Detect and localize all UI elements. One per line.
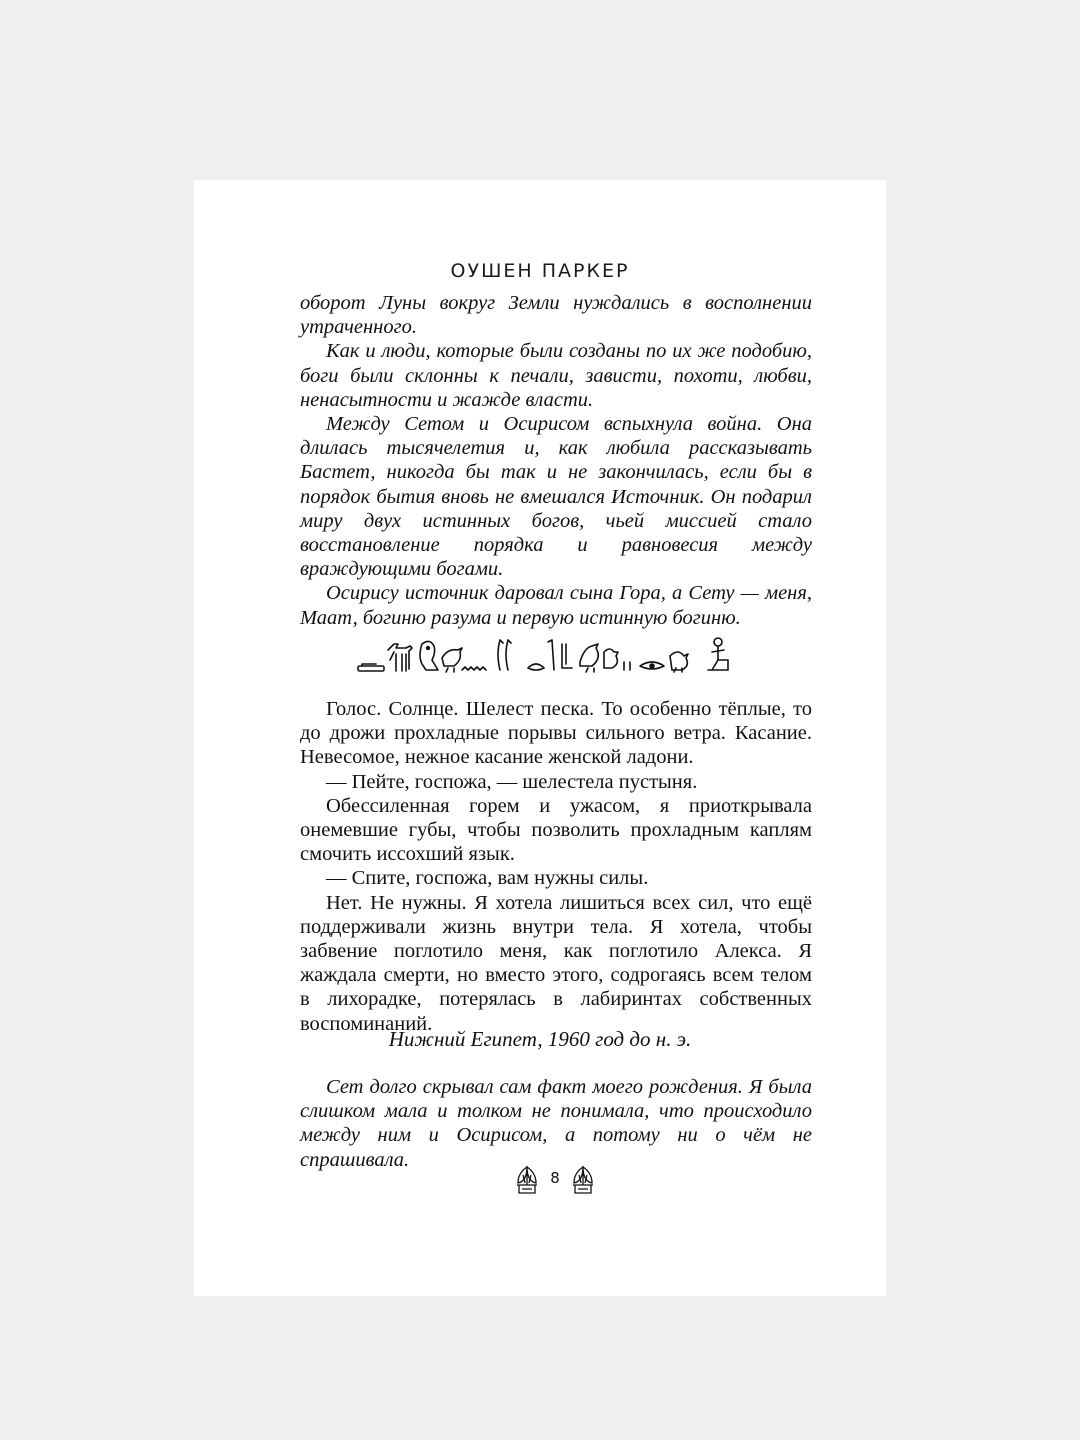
lotus-ornament-icon <box>568 1163 598 1197</box>
page-footer <box>512 1160 602 1200</box>
book-page <box>194 180 886 1296</box>
paragraph: Сет долго скрывал сам факт моего рождения. Я была слишком мала и толком не понимала, что происходило между ним и Осирисом, а потому ни о чём не спрашивала. <box>300 1076 812 1171</box>
paragraph: Между Сетом и Осирисом вспыхнула война. Она длилась тысячелетия и, как любила рассказывать Бастет, никогда бы так и не закончилась, если бы в порядок бытия вновь не вмешался Источник. Он подарил миру двух истинных богов, чьей миссией стало восстановление порядка и равновесия между враждующими богами. <box>300 413 812 581</box>
paragraph: оборот Луны вокруг Земли нуждались в восполнении утраченного. <box>300 292 812 339</box>
dialogue-line: — Спите, госпожа, вам нужны силы. <box>326 867 649 890</box>
paragraph: Голос. Солнце. Шелест песка. То особенно тёплые, то до дрожи прохладные порывы сильного ветра. Касание. Невесомое, нежное касание женской ладони. <box>300 698 812 769</box>
hieroglyph-divider-icon <box>352 632 752 676</box>
running-head-author: ОУШЕН ПАРКЕР <box>450 260 630 282</box>
italic-text-section <box>300 1075 812 1172</box>
body-text-section <box>300 697 812 1036</box>
paragraph: Нет. Не нужны. Я хотела лишиться всех сил, что ещё поддерживали жизнь внутри тела. Я хотела, чтобы забвение поглотило меня, как поглотило Алекса. Я жаждала смерти, но вместо этого, содрогаясь всем телом в лихорадке, потерялась в лабиринтах собственных воспоминаний. <box>300 891 812 1035</box>
paragraph: Обессиленная горем и ужасом, я приоткрывала онемевшие губы, чтобы позволить прохладным каплям смочить иссохший язык. <box>300 794 812 866</box>
section-heading: Нижний Египет, 1960 год до н. э. <box>388 1027 692 1051</box>
italic-text-section <box>300 291 812 630</box>
page-number: 8 <box>550 1169 560 1187</box>
lotus-ornament-icon <box>512 1163 542 1197</box>
paragraph: Как и люди, которые были созданы по их же подобию, боги были склонны к печали, зависти, похоти, любви, ненасытности и жажде власти. <box>300 340 812 411</box>
dialogue-line: — Пейте, госпожа, — шелестела пустыня. <box>326 770 698 793</box>
paragraph: Осирису источник даровал сына Гора, а Сету — меня, Маат, богиню разума и первую истинную богиню. <box>300 582 812 629</box>
